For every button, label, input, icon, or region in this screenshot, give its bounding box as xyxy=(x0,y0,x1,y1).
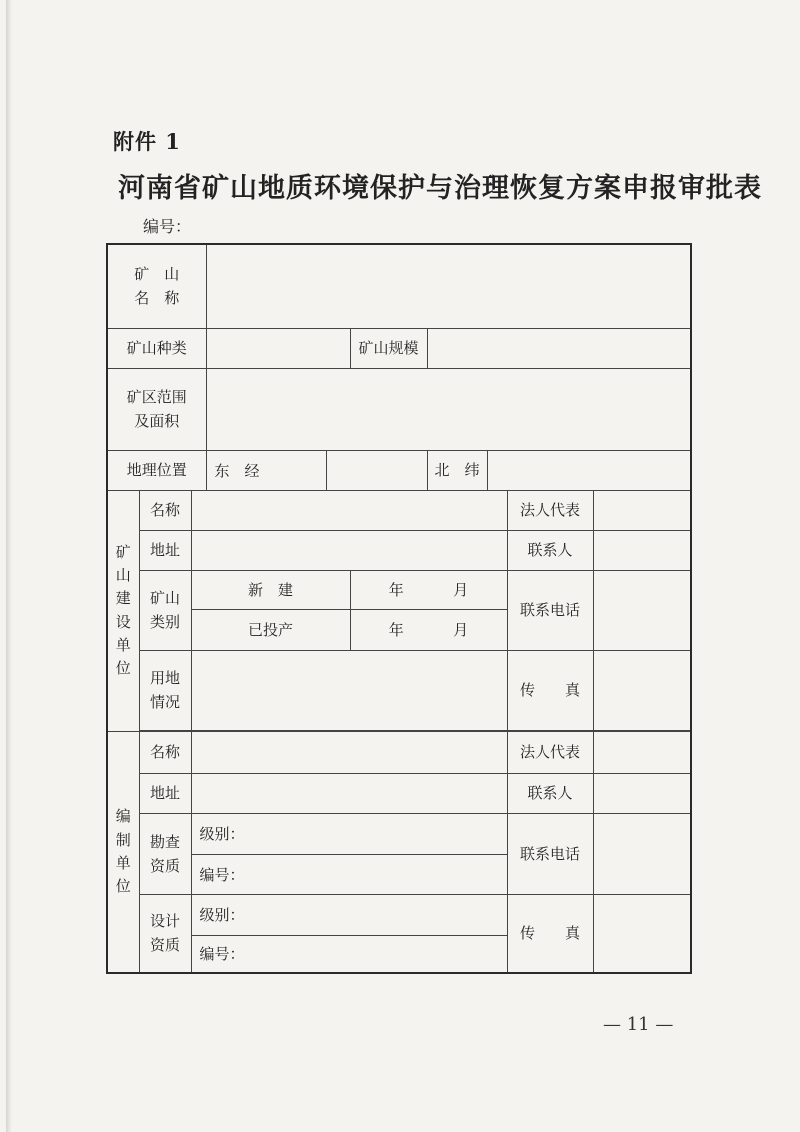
mining-area-field[interactable] xyxy=(206,368,691,450)
compiler-address-field[interactable] xyxy=(191,773,507,813)
application-form-table xyxy=(106,243,692,974)
design-number-field[interactable] xyxy=(191,935,507,973)
new-built-month-label: 月 xyxy=(453,580,469,599)
compiler-section-char: 制 xyxy=(115,830,131,849)
page-number: — 11 — xyxy=(603,1014,674,1035)
builder-name-label: 名称 xyxy=(139,490,191,530)
row-mine-type xyxy=(107,328,691,368)
location-label: 地理位置 xyxy=(107,450,206,490)
compiler-phone-field[interactable] xyxy=(593,813,691,894)
in-production-date-field[interactable] xyxy=(350,609,507,650)
builder-land-label xyxy=(139,650,191,730)
compiler-section-char: 单 xyxy=(115,853,131,872)
survey-number-field[interactable] xyxy=(191,854,507,894)
mining-area-label-line2: 及面积 xyxy=(134,412,180,430)
compiler-section-char: 编 xyxy=(115,807,131,826)
row-builder-address xyxy=(107,530,691,570)
row-builder-land xyxy=(107,650,691,730)
design-level-label: 级别： xyxy=(199,906,245,924)
builder-category-label-line1: 矿山 xyxy=(149,589,180,607)
row-compiler-name xyxy=(107,731,691,773)
builder-land-field[interactable] xyxy=(191,650,507,730)
row-compiler-address xyxy=(107,773,691,813)
mine-name-label-line2: 名 称 xyxy=(134,289,180,308)
compiler-survey-label xyxy=(139,813,191,894)
new-built-date-field[interactable] xyxy=(350,570,507,609)
builder-legal-rep-label: 法人代表 xyxy=(507,490,593,530)
survey-level-label: 级别： xyxy=(199,825,245,843)
mining-area-label-line1: 矿区范围 xyxy=(126,388,187,406)
compiler-name-label: 名称 xyxy=(139,731,191,773)
row-location xyxy=(107,450,691,490)
attachment-label: 附件 1 xyxy=(113,129,181,154)
builder-section-char: 单 xyxy=(115,635,131,654)
builder-section-char: 山 xyxy=(115,566,131,584)
longitude-field[interactable] xyxy=(326,450,427,490)
row-compiler-design-level xyxy=(107,894,691,935)
page-edge xyxy=(6,0,12,1132)
builder-category-label-line2: 类别 xyxy=(149,613,180,631)
new-built-label: 新 建 xyxy=(191,570,350,609)
builder-land-label-line1: 用地 xyxy=(149,669,180,687)
in-production-label: 已投产 xyxy=(191,609,350,650)
mine-scale-field[interactable] xyxy=(427,328,691,368)
compiler-fax-label: 传 真 xyxy=(507,894,593,973)
builder-address-label: 地址 xyxy=(139,530,191,570)
compiler-design-label xyxy=(139,894,191,973)
builder-section-char: 建 xyxy=(115,589,131,608)
compiler-design-label-line2: 资质 xyxy=(149,936,180,955)
builder-contact-field[interactable] xyxy=(593,530,691,570)
mine-name-label xyxy=(107,244,206,328)
compiler-section-char: 位 xyxy=(115,877,131,895)
mine-scale-label: 矿山规模 xyxy=(350,328,427,368)
compiler-legal-rep-field[interactable] xyxy=(593,731,691,773)
compiler-fax-field[interactable] xyxy=(593,894,691,973)
row-mining-area xyxy=(107,368,691,450)
builder-category-label xyxy=(139,570,191,650)
in-production-year-label: 年 xyxy=(388,620,404,639)
survey-level-field[interactable] xyxy=(191,813,507,854)
document-title: 河南省矿山地质环境保护与治理恢复方案申报审批表 xyxy=(118,173,762,204)
serial-number-label: 编号： xyxy=(143,217,192,236)
mining-area-label xyxy=(107,368,206,450)
builder-contact-label: 联系人 xyxy=(507,530,593,570)
builder-land-label-line2: 情况 xyxy=(149,693,180,711)
compiler-design-label-line1: 设计 xyxy=(149,912,180,931)
mine-type-field[interactable] xyxy=(206,328,350,368)
latitude-label: 北 纬 xyxy=(427,450,487,490)
longitude-label: 东 经 xyxy=(206,450,326,490)
builder-phone-field[interactable] xyxy=(593,570,691,650)
builder-legal-rep-field[interactable] xyxy=(593,490,691,530)
compiler-survey-label-line2: 资质 xyxy=(149,856,180,875)
compiler-name-field[interactable] xyxy=(191,731,507,773)
mine-name-label-line1: 矿 山 xyxy=(134,265,180,284)
builder-fax-field[interactable] xyxy=(593,650,691,730)
builder-section-char: 位 xyxy=(115,659,131,677)
latitude-field[interactable] xyxy=(487,450,691,490)
row-compiler-survey-level xyxy=(107,813,691,854)
row-builder-name xyxy=(107,490,691,530)
compiler-contact-label: 联系人 xyxy=(507,773,593,813)
row-mine-name xyxy=(107,244,691,328)
builder-phone-label: 联系电话 xyxy=(507,570,593,650)
builder-name-field[interactable] xyxy=(191,490,507,530)
in-production-month-label: 月 xyxy=(453,620,469,639)
survey-number-label: 编号： xyxy=(199,865,245,884)
builder-address-field[interactable] xyxy=(191,530,507,570)
row-builder-category-new xyxy=(107,570,691,609)
compiler-phone-label: 联系电话 xyxy=(507,813,593,894)
mine-name-field[interactable] xyxy=(206,244,691,328)
builder-fax-label: 传 真 xyxy=(507,650,593,730)
new-built-year-label: 年 xyxy=(388,580,404,599)
compiler-survey-label-line1: 勘查 xyxy=(149,832,180,851)
builder-section-char: 设 xyxy=(115,612,131,631)
compiler-contact-field[interactable] xyxy=(593,773,691,813)
design-level-field[interactable] xyxy=(191,894,507,935)
mine-type-label: 矿山种类 xyxy=(107,328,206,368)
builder-section-label xyxy=(107,490,139,731)
compiler-address-label: 地址 xyxy=(139,773,191,813)
design-number-label: 编号： xyxy=(199,945,245,964)
builder-section-char: 矿 xyxy=(115,542,131,561)
compiler-section-label xyxy=(107,731,139,973)
compiler-legal-rep-label: 法人代表 xyxy=(507,731,593,773)
